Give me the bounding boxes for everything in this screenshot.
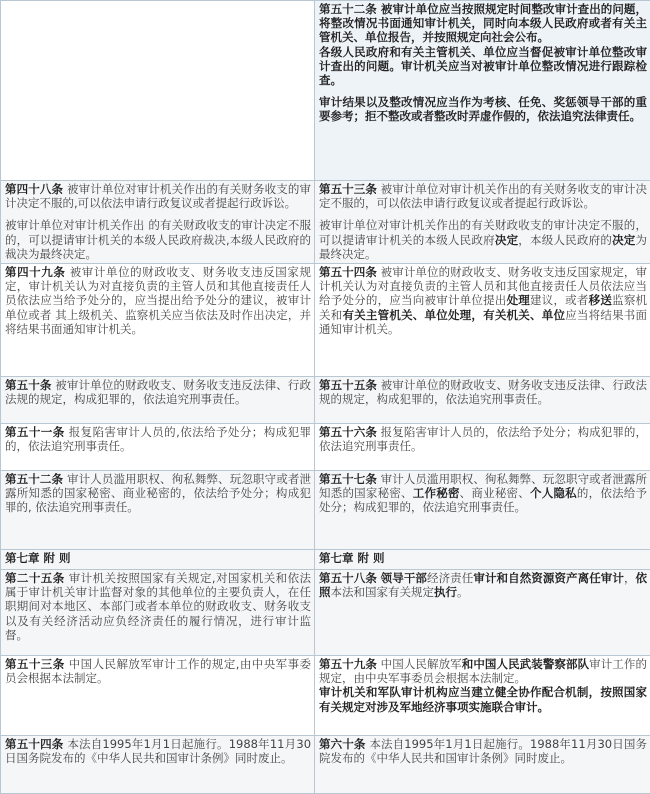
article-row [1, 1, 650, 181]
plain-text: 中国人民解放军 [377, 657, 462, 671]
bold-text: 第六十条 [319, 737, 366, 751]
bold-text: 第五十六条 [319, 425, 377, 439]
article-paragraph [5, 657, 311, 685]
bold-text: 审计机关和军队审计机构应当建立健全协作配合机制，按照国家有关规定对涉及军地经济事项实施联合审计。 [319, 685, 647, 713]
bold-text: 第五十三条 [319, 182, 377, 196]
plain-text: 被审计单位对审计机关作出的有关财务收支的审计决定不服的,可以依法申请行政复议或者提起行政诉讼。 [5, 182, 311, 210]
original-text-cell [1, 656, 315, 736]
plain-text: 被审计单位对审计机关作出的有关财政收支的审计决定不服的，可以提请审计机关的本级人民政府 [319, 218, 647, 246]
revised-text-cell [315, 1, 650, 181]
original-text-cell [1, 264, 315, 377]
bold-text: 第七章 附 则 [319, 551, 385, 565]
plain-text: 被审计单位对审计机关作出的有关财务收支的审计决定不服的，可以依法申请行政复议或者提起行政诉讼。 [319, 182, 647, 210]
revised-text-cell [315, 181, 650, 264]
article-row [1, 377, 650, 424]
revised-text-cell [315, 570, 650, 656]
bold-text: 第四十九条 [5, 265, 65, 279]
paragraph-gap [5, 210, 311, 218]
plain-text: 。 [457, 585, 469, 599]
chapter-row [1, 550, 650, 570]
plain-text: 本法自1995年1月1日起施行。1988年11月30日国务院发布的《中华人民共和国审计条例》同时废止。 [5, 737, 311, 765]
revised-text-cell [315, 471, 650, 550]
article-row [1, 471, 650, 550]
plain-text: 被审计单位的财政收支、财务收支违反国家规定，审计机关认为对直接负责的主管人员和其他直接责任人员依法应当给予处分的，应当提出给予处分的建议，被审计单位或者 其上级机关、监察机关应当依法及时作出决定，并将结果书面通知审计机关。 [5, 265, 311, 336]
plain-text: 中国人民解放军审计工作的规定,由中央军事委员会根据本法制定。 [5, 657, 311, 685]
bold-text: 第五十一条 [5, 425, 65, 439]
revised-text-cell [315, 424, 650, 471]
article-paragraph [319, 218, 647, 261]
article-paragraph [319, 182, 647, 210]
plain-text: 报复陷害审计人员的,依法给予处分；构成犯罪的，依法追究刑事责任。 [5, 425, 311, 453]
article-paragraph [5, 218, 311, 261]
article-paragraph [319, 2, 647, 45]
paragraph-gap [319, 87, 647, 95]
article-row [1, 736, 650, 794]
plain-text: 被审计单位的财政收支、财务收支违反法律、行政法规的规定，构成犯罪的，依法追究刑事责任。 [5, 378, 311, 406]
article-row [1, 570, 650, 656]
original-text-cell [1, 570, 315, 656]
revised-text-cell [315, 736, 650, 794]
article-paragraph [5, 472, 311, 515]
bold-text: 领导干部 [381, 571, 427, 585]
plain-text: 审计人员滥用职权、徇私舞弊、玩忽职守或者泄露所知悉的国家秘密、商业秘密的，依法给予处分；构成犯罪的, 依法追究刑事责任。 [5, 472, 311, 514]
plain-text: 经济责任 [427, 571, 473, 585]
bold-text: 第五十四条 [5, 737, 63, 751]
article-paragraph [319, 737, 647, 765]
plain-text: 为最终决定。 [319, 233, 647, 261]
bold-text: 依照 [319, 571, 647, 599]
bold-text: 第五十七条 [319, 472, 377, 486]
bold-text: 第四十八条 [5, 182, 63, 196]
bold-text: 第五十五条 [319, 378, 377, 392]
bold-text: 第五十二条 [5, 472, 63, 486]
plain-text: 、商业秘密、 [460, 486, 530, 500]
bold-text: 第五十四条 [319, 265, 377, 279]
bold-text: 个人隐私 [530, 486, 577, 500]
revised-text-cell [315, 377, 650, 424]
article-paragraph [5, 737, 311, 765]
plain-text: 报复陷害审计人员的，依法给予处分；构成犯罪的，依法追究刑事责任。 [319, 425, 647, 453]
plain-text: 的，依法给予处分；构成犯罪的，依法追究刑事责任。 [319, 486, 647, 514]
original-text-cell [1, 377, 315, 424]
comparison-table-body [1, 1, 650, 794]
article-paragraph [5, 182, 311, 210]
bold-text: 决定 [612, 233, 635, 247]
plain-text: 被审计单位的财政收支、财务收支违反国家规定，审计机关认为对直接负责的主管人员和其他直接责任人员依法应当给予处分的，应当向被审计单位提出 [319, 265, 647, 307]
article-row [1, 264, 650, 377]
bold-text: 工作秘密 [413, 486, 460, 500]
article-paragraph [319, 571, 647, 599]
plain-text: 被审计单位的财政收支、财务收支违反法律、行政法规的规定，构成犯罪的，依法追究刑事责任。 [319, 378, 647, 406]
bold-text: 第五十条 [5, 378, 52, 392]
bold-text: 被审计单位应当按照规定时间整改审计查出的问题，将整改情况书面通知审计机关，同时向本级人民政府或者有关主管机关、单位报告，并按照规定向社会公布。 [319, 2, 647, 44]
bold-text: 第五十八条 [319, 571, 377, 585]
article-paragraph [319, 265, 647, 336]
plain-text: ， [624, 571, 636, 585]
original-text-cell [1, 471, 315, 550]
original-text-cell [1, 424, 315, 471]
article-paragraph [5, 571, 311, 642]
revised-text-cell [315, 550, 650, 570]
bold-text: 移送 [589, 293, 612, 307]
article-paragraph [319, 657, 647, 685]
bold-text: 第二十五条 [5, 571, 65, 585]
article-paragraph [319, 45, 647, 88]
article-paragraph [319, 95, 647, 123]
article-paragraph [5, 265, 311, 336]
plain-text: 本法自1995年1月1日起施行。1988年11月30日国务院发布的《中华人民共和国审计条例》同时废止。 [319, 737, 647, 765]
bold-text: 第五十三条 [5, 657, 65, 671]
article-row [1, 424, 650, 471]
paragraph-gap [319, 210, 647, 218]
bold-text: 各级人民政府和有关主管机关、单位应当督促被审计单位整改审计查出的问题。审计机关应当对被审计单位整改情况进行跟踪检查。 [319, 45, 647, 87]
bold-text: 决定 [495, 233, 518, 247]
article-paragraph [5, 425, 311, 453]
plain-text: 本法和国家有关规定 [331, 585, 435, 599]
bold-text: 处理 [507, 293, 530, 307]
chapter-heading [5, 551, 311, 565]
bold-text: 执行 [434, 585, 457, 599]
plain-text: 建议，或者 [530, 293, 589, 307]
article-paragraph [319, 425, 647, 453]
bold-text: 第五十二条 [319, 2, 377, 16]
plain-text: 监察机关和 [319, 293, 647, 321]
plain-text: 审计机关按照国家有关规定,对国家机关和依法属于审计机关审计监督对象的其他单位的主要负责人，在任职期间对本地区、本部门或者本单位的财政收支、财务收支以及有关经济活动应负经济责任的履行情况，进行审计监督。 [5, 571, 311, 642]
original-text-cell [1, 1, 315, 181]
plain-text: ，本级人民政府的 [518, 233, 612, 247]
bold-text: 第七章 附 则 [5, 551, 71, 565]
article-paragraph [319, 685, 647, 713]
bold-text: 审计结果以及整改情况应当作为考核、任免、奖惩领导干部的重要参考；拒不整改或者整改时弄虚作假的，依法追究法律责任。 [319, 95, 647, 123]
article-paragraph [319, 472, 647, 515]
bold-text: 有关主管机关、单位处理，有关机关、单位 [342, 308, 565, 322]
revised-text-cell [315, 656, 650, 736]
revised-text-cell [315, 264, 650, 377]
article-paragraph [319, 378, 647, 406]
bold-text: 审计和自然资源资产离任审计 [473, 571, 624, 585]
original-text-cell [1, 550, 315, 570]
chapter-heading [319, 551, 647, 565]
plain-text: 审计工作的规定，由中央军事委员会根据本法制定。 [319, 657, 647, 685]
plain-text: 审计人员滥用职权、徇私舞弊、玩忽职守或者泄露所知悉的国家秘密、 [319, 472, 647, 500]
original-text-cell [1, 736, 315, 794]
plain-text: 应当将结果书面通知审计机关。 [319, 308, 647, 336]
article-row [1, 656, 650, 736]
bold-text: 和中国人民武装警察部队 [462, 657, 589, 671]
article-row [1, 181, 650, 264]
plain-text: 被审计单位对审计机关作出 的有关财政收支的审计决定不服的，可以提请审计机关的本级人民政府裁决,本级人民政府的裁决为最终决定。 [5, 218, 311, 260]
bold-text: 第五十九条 [319, 657, 377, 671]
article-paragraph [5, 378, 311, 406]
original-text-cell [1, 181, 315, 264]
